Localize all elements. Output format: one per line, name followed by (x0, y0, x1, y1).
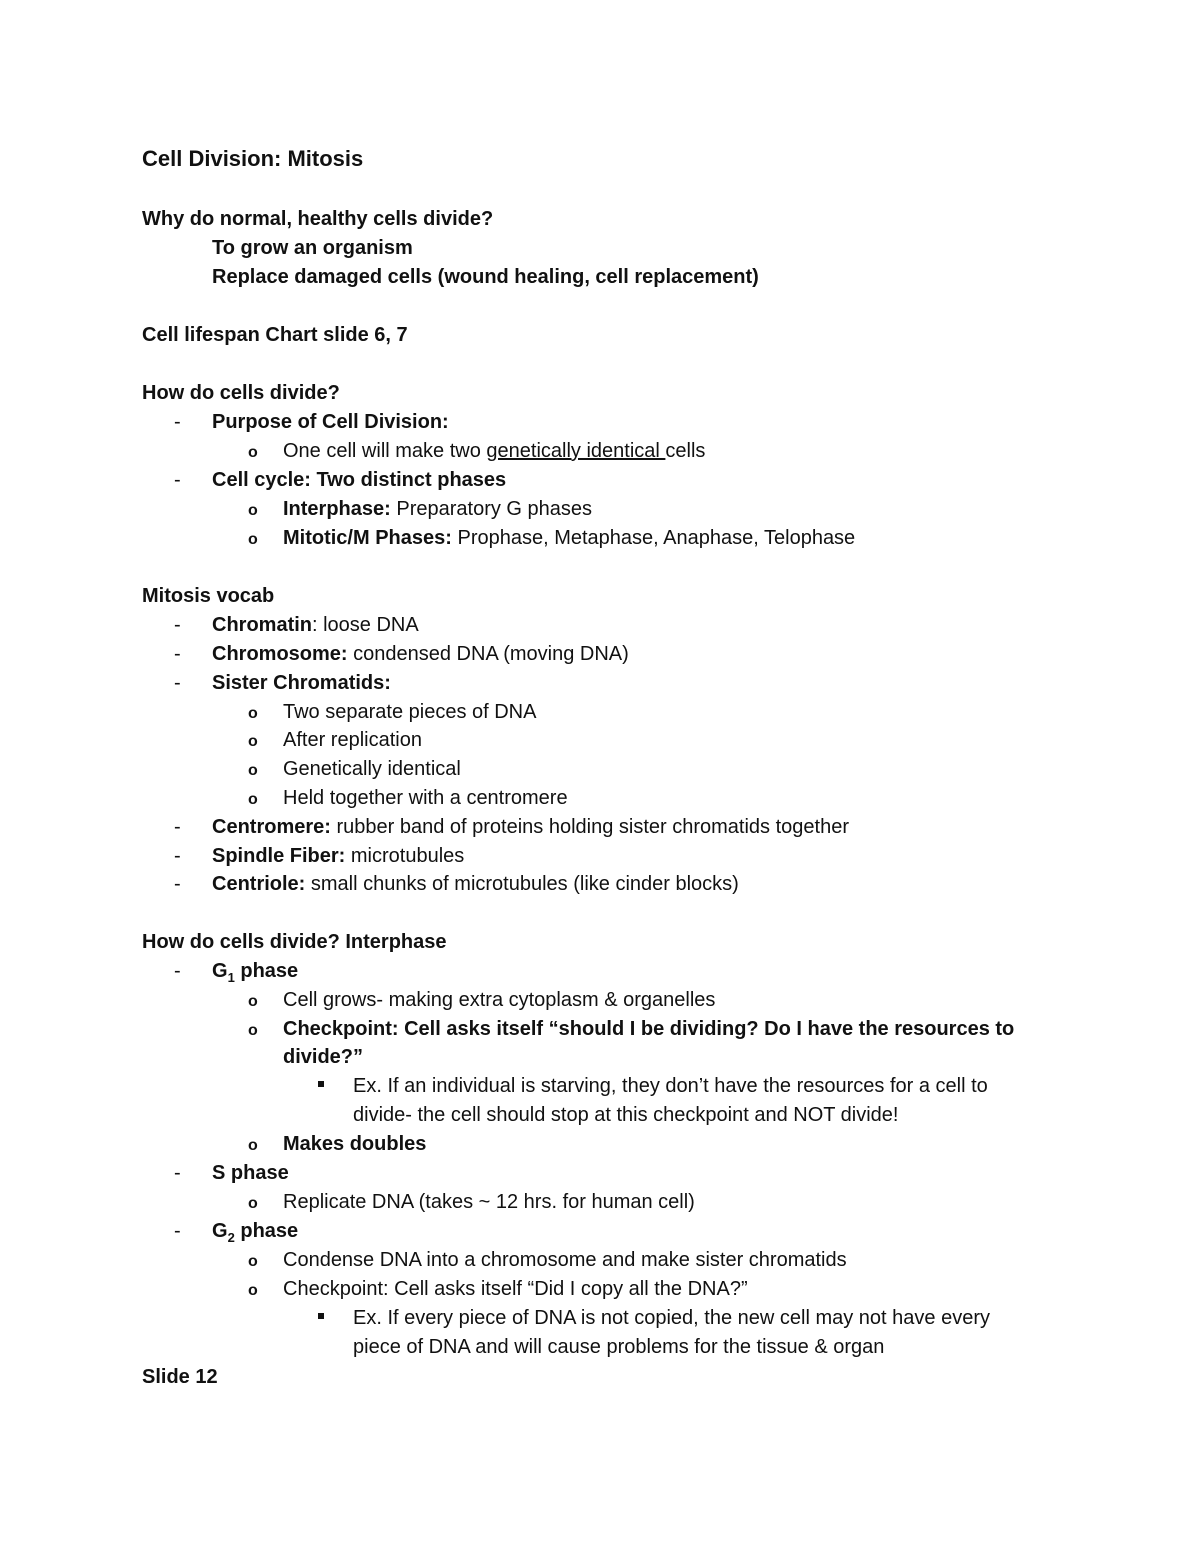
dash-marker: - (174, 614, 181, 636)
vocab-chromatin (212, 613, 419, 637)
interphase-label: Interphase: (283, 498, 391, 520)
dash-marker: - (174, 960, 181, 982)
purpose-text-post: cells (665, 440, 706, 462)
square-bullet (318, 1081, 324, 1087)
g1-checkpoint-line1: Checkpoint: Cell asks itself “should I be dividing? Do I have the resources to (283, 1018, 1015, 1040)
page-title: Cell Division: Mitosis (142, 146, 364, 171)
g1-subscript: 1 (227, 970, 235, 985)
s-phase-text: Replicate DNA (takes ~ 12 hrs. for human cell) (283, 1191, 695, 1213)
g1-phase-word: phase (234, 960, 299, 982)
vocab-spindle (212, 844, 464, 868)
answer-grow: To grow an organism (212, 237, 413, 259)
purpose-text-underlined: genetically identical (486, 440, 666, 462)
purpose-text-pre: One cell will make two (283, 440, 487, 462)
spindle-label: Spindle Fiber: (212, 845, 346, 867)
purpose-text (283, 439, 705, 463)
purpose-label: Purpose of Cell Division: (212, 411, 449, 433)
g2-letter: G (212, 1220, 228, 1242)
chromatin-text: : loose DNA (312, 614, 419, 636)
spindle-text: microtubules (345, 845, 465, 867)
circle-bullet: o (248, 993, 258, 1010)
circle-bullet: o (248, 531, 258, 548)
dash-marker: - (174, 672, 181, 694)
list-item: After replication (283, 729, 422, 751)
square-bullet (318, 1313, 324, 1319)
g1-example-line1: Ex. If an individual is starving, they don’t have the resources for a cell to (353, 1075, 988, 1097)
circle-bullet: o (248, 1195, 258, 1212)
mitotic-text: Prophase, Metaphase, Anaphase, Telophase (451, 527, 856, 549)
s-phase-label: S phase (212, 1162, 289, 1184)
circle-bullet: o (248, 502, 258, 519)
vocab-centromere (212, 815, 849, 839)
lifespan-note: Cell lifespan Chart slide 6, 7 (142, 324, 408, 346)
mitotic-item (283, 526, 855, 550)
dash-marker: - (174, 845, 181, 867)
g2-checkpoint: Checkpoint: Cell asks itself “Did I copy all the DNA?” (283, 1278, 748, 1300)
slide-reference: Slide 12 (142, 1366, 218, 1388)
dash-marker: - (174, 816, 181, 838)
centriole-label: Centriole: (212, 873, 306, 895)
dash-marker: - (174, 643, 181, 665)
g1-letter: G (212, 960, 228, 982)
g2-phase-label (212, 1219, 298, 1243)
g2-example-line1: Ex. If every piece of DNA is not copied, the new cell may not have every (353, 1307, 990, 1329)
heading-interphase: How do cells divide? Interphase (142, 931, 447, 953)
g2-condense: Condense DNA into a chromosome and make sister chromatids (283, 1249, 847, 1271)
sister-chromatids-label: Sister Chromatids: (212, 672, 391, 694)
circle-bullet: o (248, 733, 258, 750)
circle-bullet: o (248, 1022, 258, 1039)
g1-checkpoint-line2: divide?” (283, 1046, 364, 1068)
chromosome-text: condensed DNA (moving DNA) (347, 643, 629, 665)
vocab-centriole (212, 872, 739, 896)
circle-bullet: o (248, 444, 258, 461)
interphase-text: Preparatory G phases (390, 498, 593, 520)
list-item: Two separate pieces of DNA (283, 701, 537, 723)
circle-bullet: o (248, 762, 258, 779)
circle-bullet: o (248, 1282, 258, 1299)
heading-vocab: Mitosis vocab (142, 585, 275, 607)
vocab-chromosome (212, 642, 629, 666)
circle-bullet: o (248, 1137, 258, 1154)
circle-bullet: o (248, 705, 258, 722)
mitotic-label: Mitotic/M Phases: (283, 527, 452, 549)
cell-cycle-label: Cell cycle: Two distinct phases (212, 469, 507, 491)
interphase-item (283, 497, 592, 521)
dash-marker: - (174, 873, 181, 895)
circle-bullet: o (248, 791, 258, 808)
dash-marker: - (174, 469, 181, 491)
dash-marker: - (174, 1220, 181, 1242)
centriole-text: small chunks of microtubules (like cinder blocks) (305, 873, 739, 895)
heading-why-divide: Why do normal, healthy cells divide? (142, 208, 494, 230)
g2-phase-word: phase (234, 1220, 299, 1242)
dash-marker: - (174, 1162, 181, 1184)
list-item: Genetically identical (283, 758, 461, 780)
dash-marker: - (174, 411, 181, 433)
g2-example-line2: piece of DNA and will cause problems for the tissue & organ (353, 1336, 885, 1358)
g2-subscript: 2 (227, 1230, 235, 1245)
list-item: Held together with a centromere (283, 787, 568, 809)
g1-phase-label (212, 959, 298, 983)
circle-bullet: o (248, 1253, 258, 1270)
chromatin-label: Chromatin (212, 614, 312, 636)
heading-how-divide: How do cells divide? (142, 382, 340, 404)
g1-grow: Cell grows- making extra cytoplasm & organelles (283, 989, 716, 1011)
centromere-text: rubber band of proteins holding sister chromatids together (330, 816, 849, 838)
g1-example-line2: divide- the cell should stop at this checkpoint and NOT divide! (353, 1104, 899, 1126)
centromere-label: Centromere: (212, 816, 331, 838)
answer-replace: Replace damaged cells (wound healing, cell replacement) (212, 266, 759, 288)
chromosome-label: Chromosome: (212, 643, 348, 665)
g1-doubles: Makes doubles (283, 1133, 427, 1155)
